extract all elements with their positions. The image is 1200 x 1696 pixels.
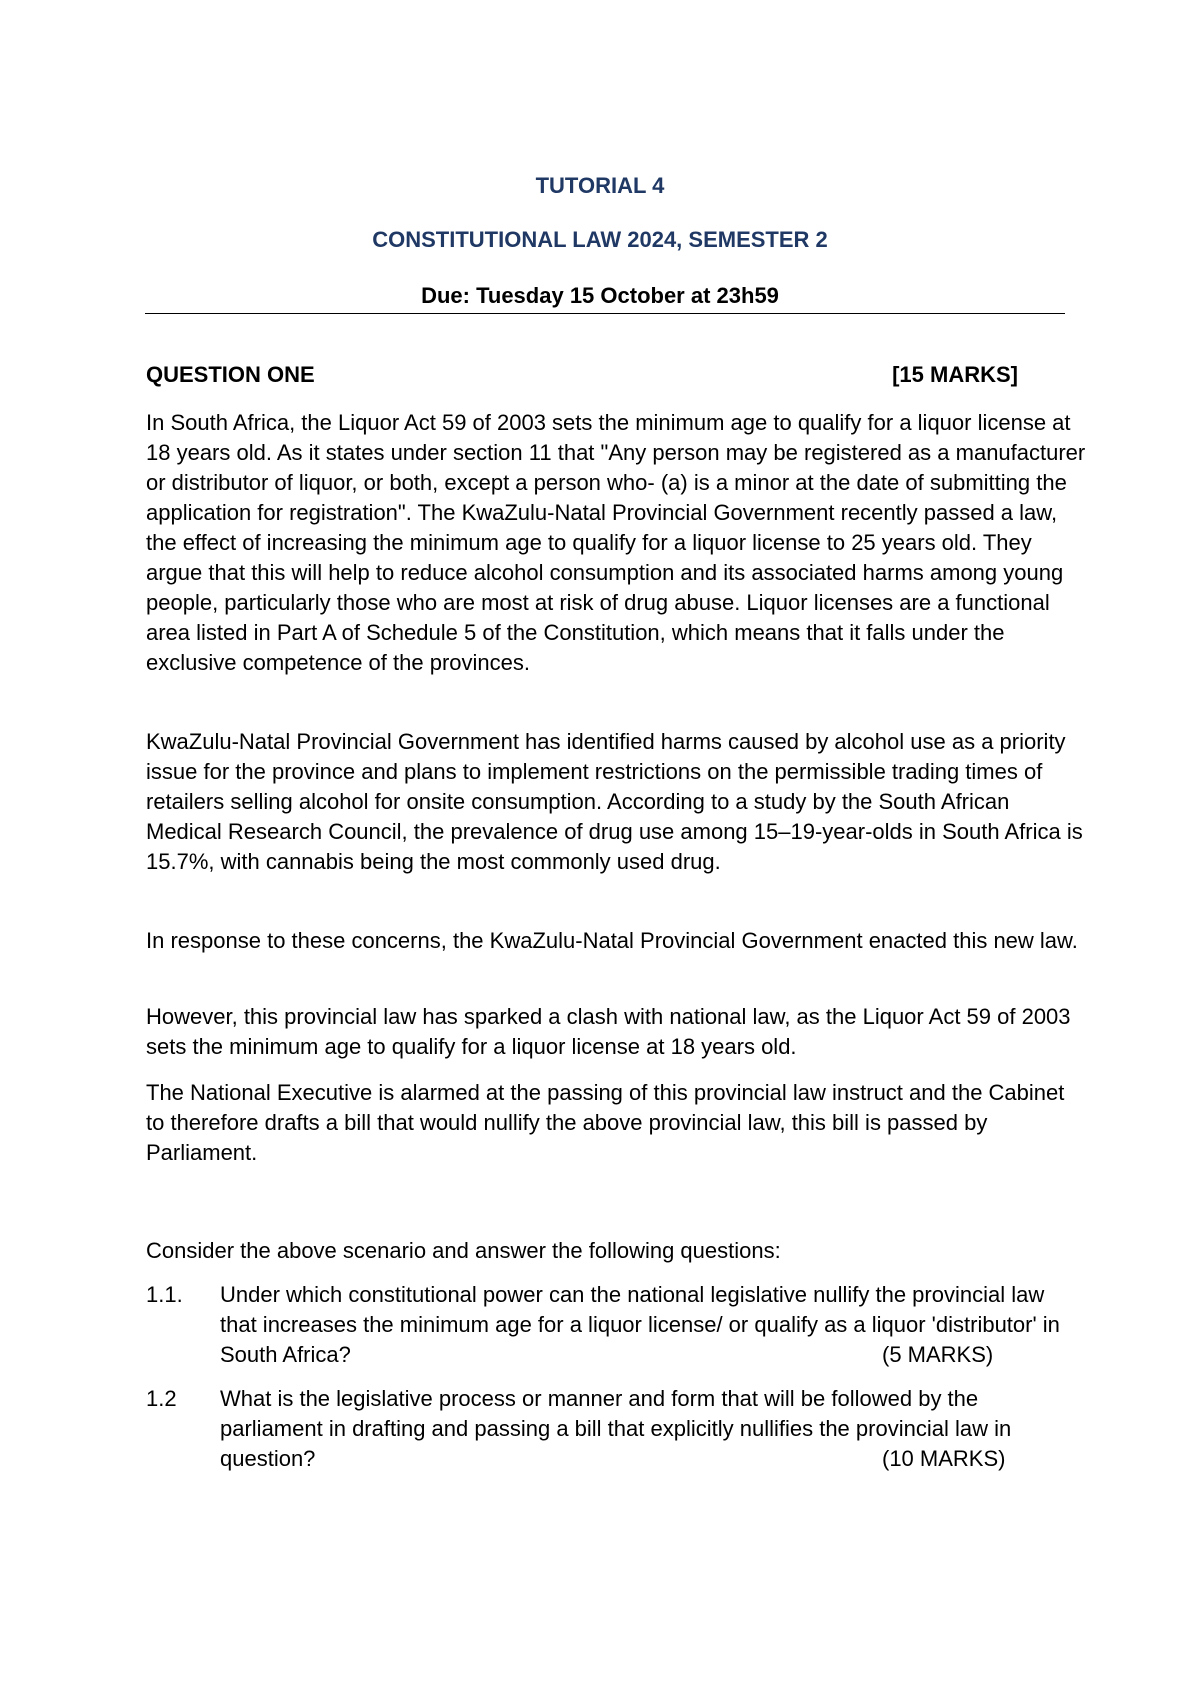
question-item-number: 1.1. — [146, 1282, 183, 1307]
tutorial-title: TUTORIAL 4 — [535, 173, 665, 198]
scenario-paragraph-2: KwaZulu-Natal Provincial Government has identified harms caused by alcohol use as a priority issue for the province and plans to implement restrictions on the permissible trading times of retailers selling alcohol for onsite consumption. According to a study by the South African Medical Research Council, the prevalence of drug use among 15–19-year-olds in South Africa is 15.7%, with cannabis being the most commonly used drug. — [146, 729, 1083, 874]
question-marks: [15 MARKS] — [892, 362, 1018, 387]
question-item-text: Under which constitutional power can the national legislative nullify the provincial law that increases the minimum age for a liquor license/ or qualify as a liquor 'distributor' in South Africa? — [220, 1282, 1060, 1367]
question-item-text: What is the legislative process or manner and form that will be followed by the parliament in drafting and passing a bill that explicitly nullifies the provincial law in question? — [220, 1386, 1012, 1471]
scenario-paragraph-4: However, this provincial law has sparked a clash with national law, as the Liquor Act 59 of 2003 sets the minimum age to qualify for a liquor license at 18 years old. — [146, 1004, 1071, 1059]
instruction-text: Consider the above scenario and answer the following questions: — [146, 1238, 781, 1263]
question-item-marks: (5 MARKS) — [882, 1342, 994, 1367]
question-label: QUESTION ONE — [146, 362, 315, 387]
scenario-paragraph-5: The National Executive is alarmed at the passing of this provincial law instruct and the Cabinet to therefore drafts a bill that would nullify the above provincial law, this bill is passed by Parliament. — [146, 1080, 1065, 1165]
course-title: CONSTITUTIONAL LAW 2024, SEMESTER 2 — [372, 227, 828, 252]
header-divider — [145, 313, 1065, 314]
question-item-marks: (10 MARKS) — [882, 1446, 1006, 1471]
question-item-number: 1.2 — [146, 1386, 177, 1411]
question-heading — [146, 361, 1018, 389]
scenario-paragraph-3: In response to these concerns, the KwaZulu-Natal Provincial Government enacted this new law. — [146, 928, 1078, 953]
due-date: Due: Tuesday 15 October at 23h59 — [421, 283, 779, 308]
scenario-paragraph-1: In South Africa, the Liquor Act 59 of 2003 sets the minimum age to qualify for a liquor license at 18 years old. As it states under section 11 that "Any person may be registered as a manufacturer or distributor of liquor, or both, except a person who- (a) is a minor at the date of submitting the application for registration". The KwaZulu-Natal Provincial Government recently passed a law, the effect of increasing the minimum age to qualify for a liquor license to 25 years old. They argue that this will help to reduce alcohol consumption and its associated harms among young people, particularly those who are most at risk of drug abuse. Liquor licenses are a functional area listed in Part A of Schedule 5 of the Constitution, which means that it falls under the exclusive competence of the provinces. — [146, 410, 1086, 675]
